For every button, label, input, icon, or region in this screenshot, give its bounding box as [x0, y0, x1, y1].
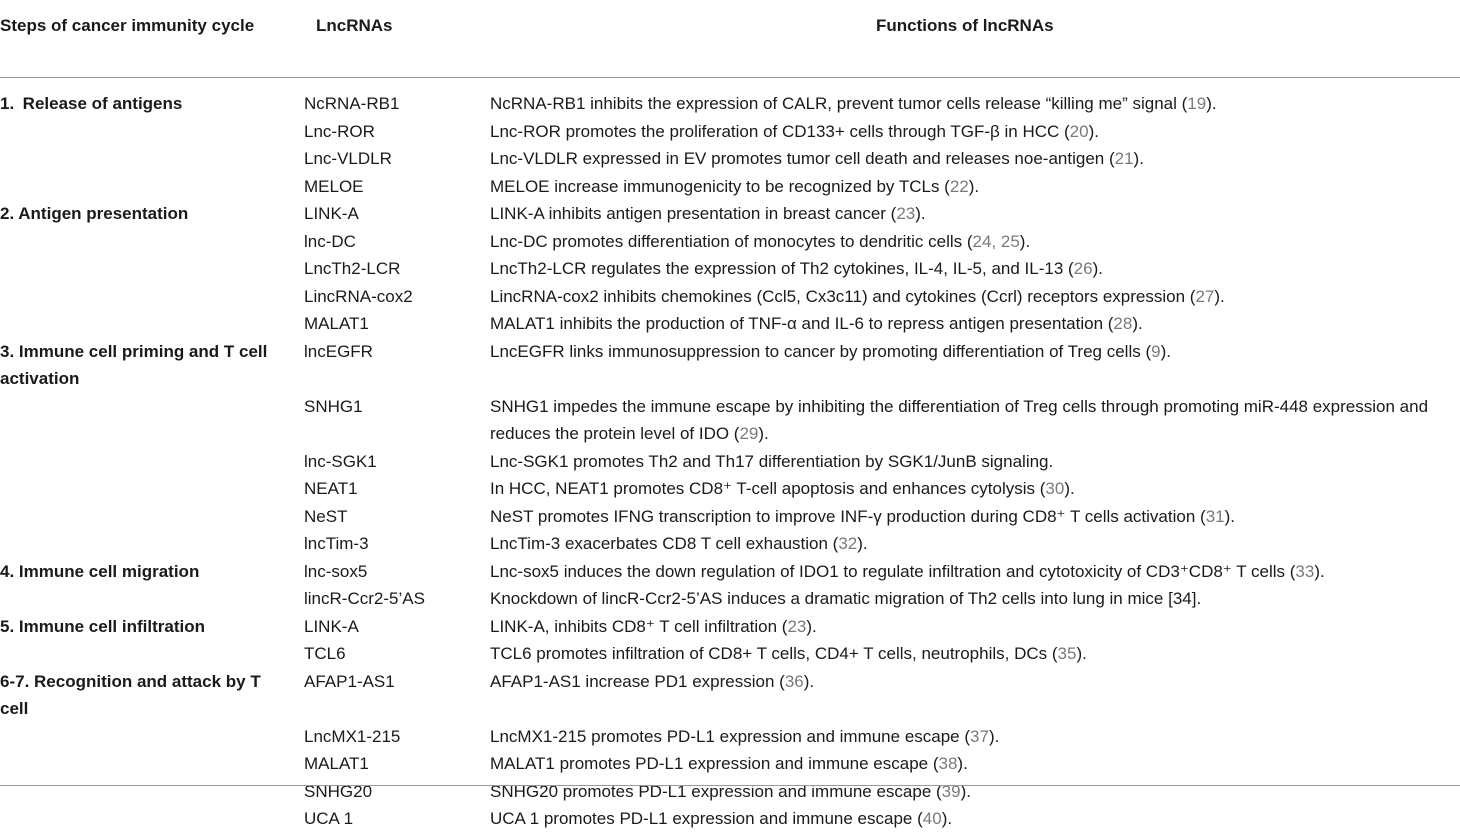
function-tail: ).	[1224, 506, 1235, 526]
function-tail: ).	[758, 424, 769, 443]
function-cell	[490, 585, 1460, 613]
lncrna-cell: lnc-DC	[304, 231, 356, 251]
function-text: MELOE increase immunogenicity to be recognized by TCLs (	[490, 176, 950, 196]
table-row	[0, 558, 1460, 586]
table-row	[0, 475, 1460, 503]
function-tail: ).	[960, 781, 971, 801]
reference-link[interactable]: 33	[1295, 561, 1315, 581]
table-row	[0, 310, 1460, 338]
table-row	[0, 805, 1460, 833]
function-cell	[490, 448, 1460, 476]
step-label: 2. Antigen presentation	[0, 204, 189, 223]
function-text: MALAT1 promotes PD-L1 expression and immune escape (	[490, 754, 939, 773]
step-label: 3. Immune cell priming and T cell activation	[0, 341, 268, 388]
function-cell	[490, 558, 1460, 586]
function-text: Lnc-DC promotes differentiation of monocytes to dendritic cells (	[490, 231, 973, 251]
function-cell	[490, 200, 1460, 228]
reference-link[interactable]: 23	[896, 204, 916, 223]
step-cell	[0, 338, 304, 393]
function-tail: ).	[857, 534, 868, 553]
function-tail: ).	[988, 726, 1000, 746]
step-cell	[0, 90, 304, 118]
function-cell	[490, 90, 1460, 118]
table-row	[0, 750, 1460, 778]
table-row	[0, 90, 1460, 118]
reference-link[interactable]: 22	[949, 176, 969, 196]
function-text: UCA 1 promotes PD-L1 expression and immune escape (	[490, 809, 923, 828]
reference-link[interactable]: 32	[838, 534, 858, 553]
function-text: LncTh2-LCR regulates the expression of Th2 cytokines, IL-4, IL-5, and IL-13 (	[490, 259, 1074, 278]
function-cell	[490, 310, 1460, 338]
table-row	[0, 145, 1460, 173]
table-row	[0, 613, 1460, 641]
table-body	[0, 90, 1460, 833]
function-tail: ).	[806, 616, 817, 636]
reference-link[interactable]: 9	[1151, 341, 1161, 361]
lncrna-cell: NeST	[304, 506, 348, 526]
reference-link[interactable]: 19	[1187, 94, 1207, 113]
function-cell	[490, 640, 1460, 668]
lncrna-cell: AFAP1-AS1	[304, 671, 395, 691]
lncrna-cell: lnc-sox5	[304, 561, 368, 581]
table-row	[0, 778, 1460, 806]
table-row	[0, 228, 1460, 256]
table-row	[0, 640, 1460, 668]
function-text: NcRNA-RB1 inhibits the expression of CALR, prevent tumor cells release “killing me” signal (	[490, 94, 1188, 113]
header-steps: Steps of cancer immunity cycle	[0, 16, 255, 35]
reference-link[interactable]: 21	[1114, 149, 1134, 168]
function-text: LincRNA-cox2 inhibits chemokines (Ccl5, Cx3c11) and cytokines (Ccrl) receptors expression (	[490, 286, 1196, 306]
lncrna-cell: LINK-A	[304, 204, 359, 223]
lncrna-cell: MALAT1	[304, 754, 369, 773]
reference-link[interactable]: 30	[1045, 479, 1065, 498]
function-tail: ).	[1160, 341, 1171, 361]
table-row	[0, 723, 1460, 751]
function-text: LncEGFR links immunosuppression to cancer by promoting differentiation of Treg cells (	[490, 341, 1152, 361]
table-row	[0, 448, 1460, 476]
step-label: 5. Immune cell infiltration	[0, 616, 205, 636]
table-row	[0, 200, 1460, 228]
header-divider	[0, 77, 1460, 78]
table-row	[0, 283, 1460, 311]
reference-link[interactable]: 31	[1205, 506, 1225, 526]
lncrna-cell: LncMX1-215	[304, 726, 401, 746]
function-tail: ).	[1019, 231, 1031, 251]
reference-link[interactable]: 29	[739, 424, 759, 443]
function-text: Lnc-sox5 induces the down regulation of IDO1 to regulate infiltration and cytotoxicity of CD3⁺CD8⁺ T cells (	[490, 561, 1296, 581]
function-text: Lnc-VLDLR expressed in EV promotes tumor cell death and releases noe-antigen (	[490, 149, 1115, 168]
lncrna-cell: lncEGFR	[304, 341, 373, 361]
function-cell	[490, 255, 1460, 283]
table-row	[0, 173, 1460, 201]
function-text: Knockdown of lincR-Ccr2-5’AS induces a dramatic migration of Th2 cells into lung in mice [34].	[490, 589, 1202, 608]
function-text: MALAT1 inhibits the production of TNF-α and IL-6 to repress antigen presentation (	[490, 314, 1114, 333]
table-row	[0, 585, 1460, 613]
function-text: In HCC, NEAT1 promotes CD8⁺ T-cell apoptosis and enhances cytolysis (	[490, 479, 1046, 498]
function-tail: ).	[803, 671, 815, 691]
lncrna-cell: lncTim-3	[304, 534, 369, 553]
reference-link[interactable]: 38	[938, 754, 958, 773]
lncrna-cell: SNHG20	[304, 781, 373, 801]
lncrna-cell: TCL6	[304, 644, 346, 663]
reference-link[interactable]: 37	[970, 726, 989, 746]
reference-link[interactable]: 27	[1195, 286, 1215, 306]
lncrna-cell: MELOE	[304, 176, 364, 196]
function-text: Lnc-ROR promotes the proliferation of CD133+ cells through TGF-β in HCC (	[490, 121, 1070, 141]
step-label: 1. Release of antigens	[0, 94, 183, 113]
step-cell	[0, 558, 304, 586]
lncrna-cell: NEAT1	[304, 479, 358, 498]
function-tail: ).	[1132, 314, 1143, 333]
function-tail: ).	[915, 204, 926, 223]
lncrna-cell: LincRNA-cox2	[304, 286, 413, 306]
step-cell	[0, 668, 304, 723]
table-row	[0, 393, 1460, 448]
function-cell	[490, 118, 1460, 146]
header-functions: Functions of lncRNAs	[876, 16, 1054, 35]
function-cell	[490, 805, 1460, 833]
table-header	[0, 14, 1460, 70]
lncrna-cell: lnc-SGK1	[304, 451, 377, 471]
table-row	[0, 503, 1460, 531]
function-text: TCL6 promotes infiltration of CD8+ T cells, CD4+ T cells, neutrophils, DCs (	[490, 644, 1058, 663]
function-cell	[490, 283, 1460, 311]
table-row	[0, 338, 1460, 393]
lncrna-cell: UCA 1	[304, 809, 354, 828]
function-tail: ).	[1133, 149, 1144, 168]
function-cell	[490, 750, 1460, 778]
function-text: NeST promotes IFNG transcription to improve INF-γ production during CD8⁺ T cells activation (	[490, 506, 1206, 526]
function-text: LncMX1-215 promotes PD-L1 expression and immune escape (	[490, 726, 971, 746]
function-cell	[490, 613, 1460, 641]
step-label: 4. Immune cell migration	[0, 561, 200, 581]
table-row	[0, 255, 1460, 283]
function-text: SNHG1 impedes the immune escape by inhibiting the differentiation of Treg cells through promoting miR-448 expression and reduces the protein level of IDO (	[490, 396, 1429, 443]
function-tail: ).	[1092, 259, 1103, 278]
lncrna-cell: SNHG1	[304, 396, 363, 416]
function-tail: ).	[1064, 479, 1075, 498]
function-cell	[490, 338, 1460, 366]
header-lncrnas: LncRNAs	[316, 16, 393, 35]
function-text: SNHG20 promotes PD-L1 expression and immune escape (	[490, 781, 942, 801]
function-cell	[490, 668, 1460, 696]
reference-link[interactable]: 36	[784, 671, 804, 691]
function-tail: ).	[968, 176, 980, 196]
reference-link[interactable]: 40	[922, 809, 942, 828]
function-cell	[490, 228, 1460, 256]
reference-link[interactable]: 23	[787, 616, 807, 636]
lncrna-cell: NcRNA-RB1	[304, 94, 400, 113]
function-tail: ).	[1076, 644, 1087, 663]
function-cell	[490, 723, 1460, 751]
function-cell	[490, 475, 1460, 503]
function-cell	[490, 393, 1460, 448]
reference-link[interactable]: 20	[1069, 121, 1089, 141]
table-row	[0, 530, 1460, 558]
reference-link[interactable]: 26	[1073, 259, 1093, 278]
function-text: LINK-A inhibits antigen presentation in breast cancer (	[490, 204, 897, 223]
lncrna-cell: lincR-Ccr2-5’AS	[304, 589, 425, 608]
lncrna-cell: LINK-A	[304, 616, 359, 636]
reference-link[interactable]: 28	[1113, 314, 1133, 333]
function-tail: ).	[1214, 286, 1225, 306]
lncrna-cell: MALAT1	[304, 314, 369, 333]
function-text: Lnc-SGK1 promotes Th2 and Th17 differentiation by SGK1/JunB signaling.	[490, 451, 1054, 471]
function-text: LINK-A, inhibits CD8⁺ T cell infiltration (	[490, 616, 788, 636]
function-cell	[490, 173, 1460, 201]
function-tail: ).	[1206, 94, 1217, 113]
reference-link[interactable]: 35	[1057, 644, 1077, 663]
function-text: AFAP1-AS1 increase PD1 expression (	[490, 671, 785, 691]
step-label: 6-7. Recognition and attack by T cell	[0, 671, 261, 718]
table-row	[0, 668, 1460, 723]
function-text: LncTim-3 exacerbates CD8 T cell exhaustion (	[490, 534, 839, 553]
reference-link[interactable]: 24, 25	[972, 231, 1020, 251]
function-tail: ).	[1314, 561, 1325, 581]
function-tail: ).	[941, 809, 953, 828]
function-cell	[490, 503, 1460, 531]
table-row	[0, 118, 1460, 146]
table-bottom-rule	[0, 785, 1460, 786]
lncrna-cell: Lnc-VLDLR	[304, 149, 392, 168]
step-cell	[0, 613, 304, 641]
function-cell	[490, 145, 1460, 173]
function-cell	[490, 530, 1460, 558]
function-tail: ).	[957, 754, 968, 773]
function-cell	[490, 778, 1460, 806]
step-cell	[0, 200, 304, 228]
function-tail: ).	[1088, 121, 1099, 141]
lncrna-cell: LncTh2-LCR	[304, 259, 401, 278]
lncrna-cell: Lnc-ROR	[304, 121, 375, 141]
reference-link[interactable]: 39	[941, 781, 961, 801]
